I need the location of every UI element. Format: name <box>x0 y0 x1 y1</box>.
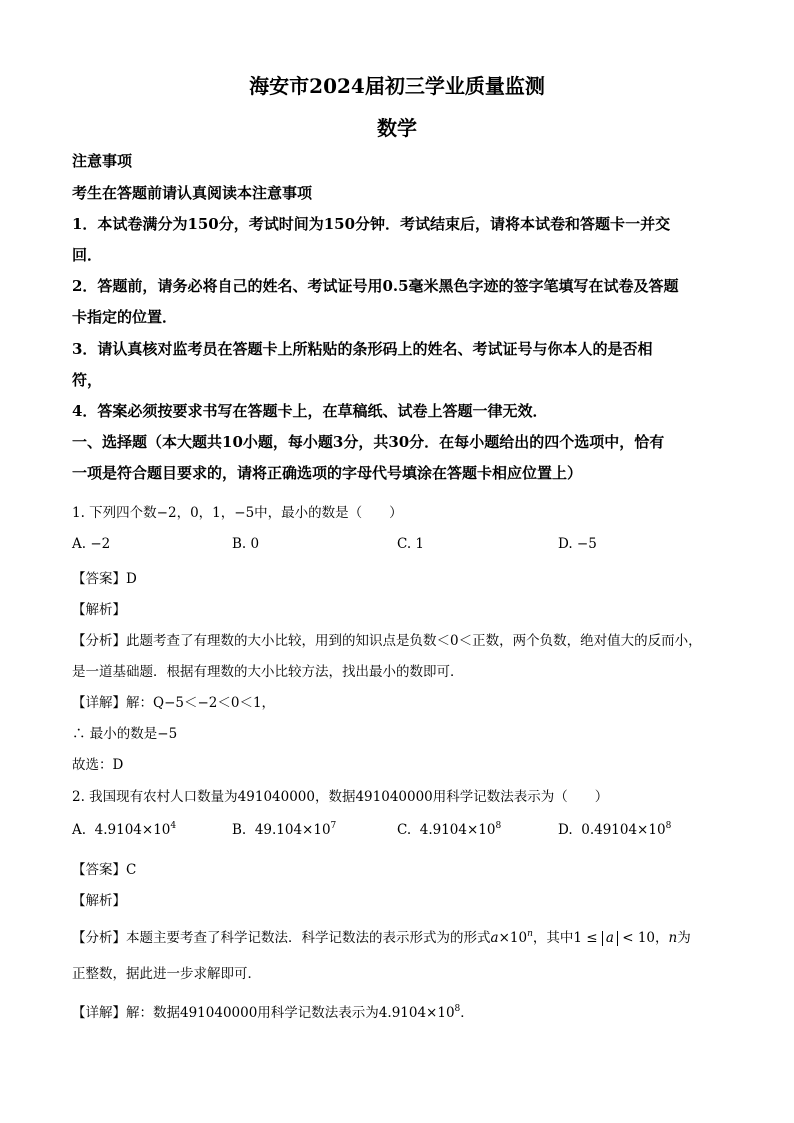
q1-option-c: C. 1 <box>397 536 425 552</box>
q2-fenxi-line1: 【分析】本题主要考查了科学记数法．科学记数法的表示形式为的形式$a\times 10^n$，其中1 ≤ a < 10，n为 <box>72 929 691 946</box>
note-item-2: 2．答题前，请务必将自己的姓名、考试证号用0.5毫米黑色字迹的签字笔填写在试卷及答题 <box>72 277 679 295</box>
section-heading-line1: 一、选择题（本大题共10小题，每小题3分，共30分．在每小题给出的四个选项中，恰有 <box>72 433 665 451</box>
note-item-4: 4．答案必须按要求书写在答题卡上，在草稿纸、试卷上答题一律无效． <box>72 402 548 420</box>
q1-detail: 【详解】解：Q−5＜−2＜0＜1， <box>72 695 276 711</box>
q1-analysis-label: 【解析】 <box>72 602 126 618</box>
note-item-2-cont: 卡指定的位置． <box>72 308 178 326</box>
q1-number-neg5: −5 <box>234 505 255 521</box>
q1-therefore: ∴ 最小的数是−5 <box>72 726 178 742</box>
q2-stem: 2. 我国现有农村人口数量为491040000，数据491040000用科学记数法表示为（ ） <box>72 789 609 805</box>
q2-analysis-label: 【解析】 <box>72 893 126 909</box>
q1-answer: 【答案】D <box>72 571 137 587</box>
subject-title: 数学 <box>377 116 417 140</box>
notes-intro: 考生在答题前请认真阅读本注意事项 <box>72 184 313 202</box>
q1-fenxi-line2: 是一道基础题．根据有理数的大小比较方法，找出最小的数即可． <box>72 664 464 680</box>
q1-number-neg2: −2 <box>156 505 177 521</box>
q2-detail: 【详解】解：数据491040000用科学记数法表示为$4.9104\times 10^8$． <box>72 1004 474 1021</box>
q1-stem: 1. 下列四个数−2，0，1，−5中，最小的数是（ ） <box>72 505 403 521</box>
q1-option-b: B. 0 <box>232 536 260 552</box>
note-item-3-cont: 符， <box>72 371 103 389</box>
section-heading-line2: 一项是符合题目要求的，请将正确选项的字母代号填涂在答题卡相应位置上） <box>72 464 583 482</box>
q2-form-a: a <box>490 930 499 946</box>
note-item-1: 1．本试卷满分为150分，考试时间为150分钟．考试结束后，请将本试卷和答题卡一并交 <box>72 215 671 233</box>
q2-answer: 【答案】C <box>72 862 137 878</box>
q1-fenxi-line1: 【分析】此题考查了有理数的大小比较，用到的知识点是负数＜0＜正数，两个负数，绝对值大的反而小， <box>72 633 702 649</box>
q2-option-a: A. $4.9104\times 10^4$ <box>72 821 177 838</box>
notes-heading: 注意事项 <box>72 152 133 170</box>
q1-choice: 故选：D <box>72 757 124 773</box>
q2-fenxi-line2: 正整数，据此进一步求解即可． <box>72 966 261 982</box>
exam-title: 海安市2024届初三学业质量监测 <box>249 74 545 98</box>
q2-option-b: B. $49.104\times 10^7$ <box>232 821 337 838</box>
note-item-1-cont: 回． <box>72 246 103 264</box>
q2-option-d: D. $0.49104\times 10^8$ <box>558 821 672 838</box>
q2-option-c: C. $4.9104\times 10^8$ <box>397 821 502 838</box>
q2-abs-a: a <box>602 931 618 946</box>
q1-option-a: A. −2 <box>72 536 111 552</box>
note-item-3: 3．请认真核对监考员在答题卡上所粘贴的条形码上的姓名、考试证号与你本人的是否相 <box>72 340 653 358</box>
q1-option-d: D. −5 <box>558 536 597 552</box>
